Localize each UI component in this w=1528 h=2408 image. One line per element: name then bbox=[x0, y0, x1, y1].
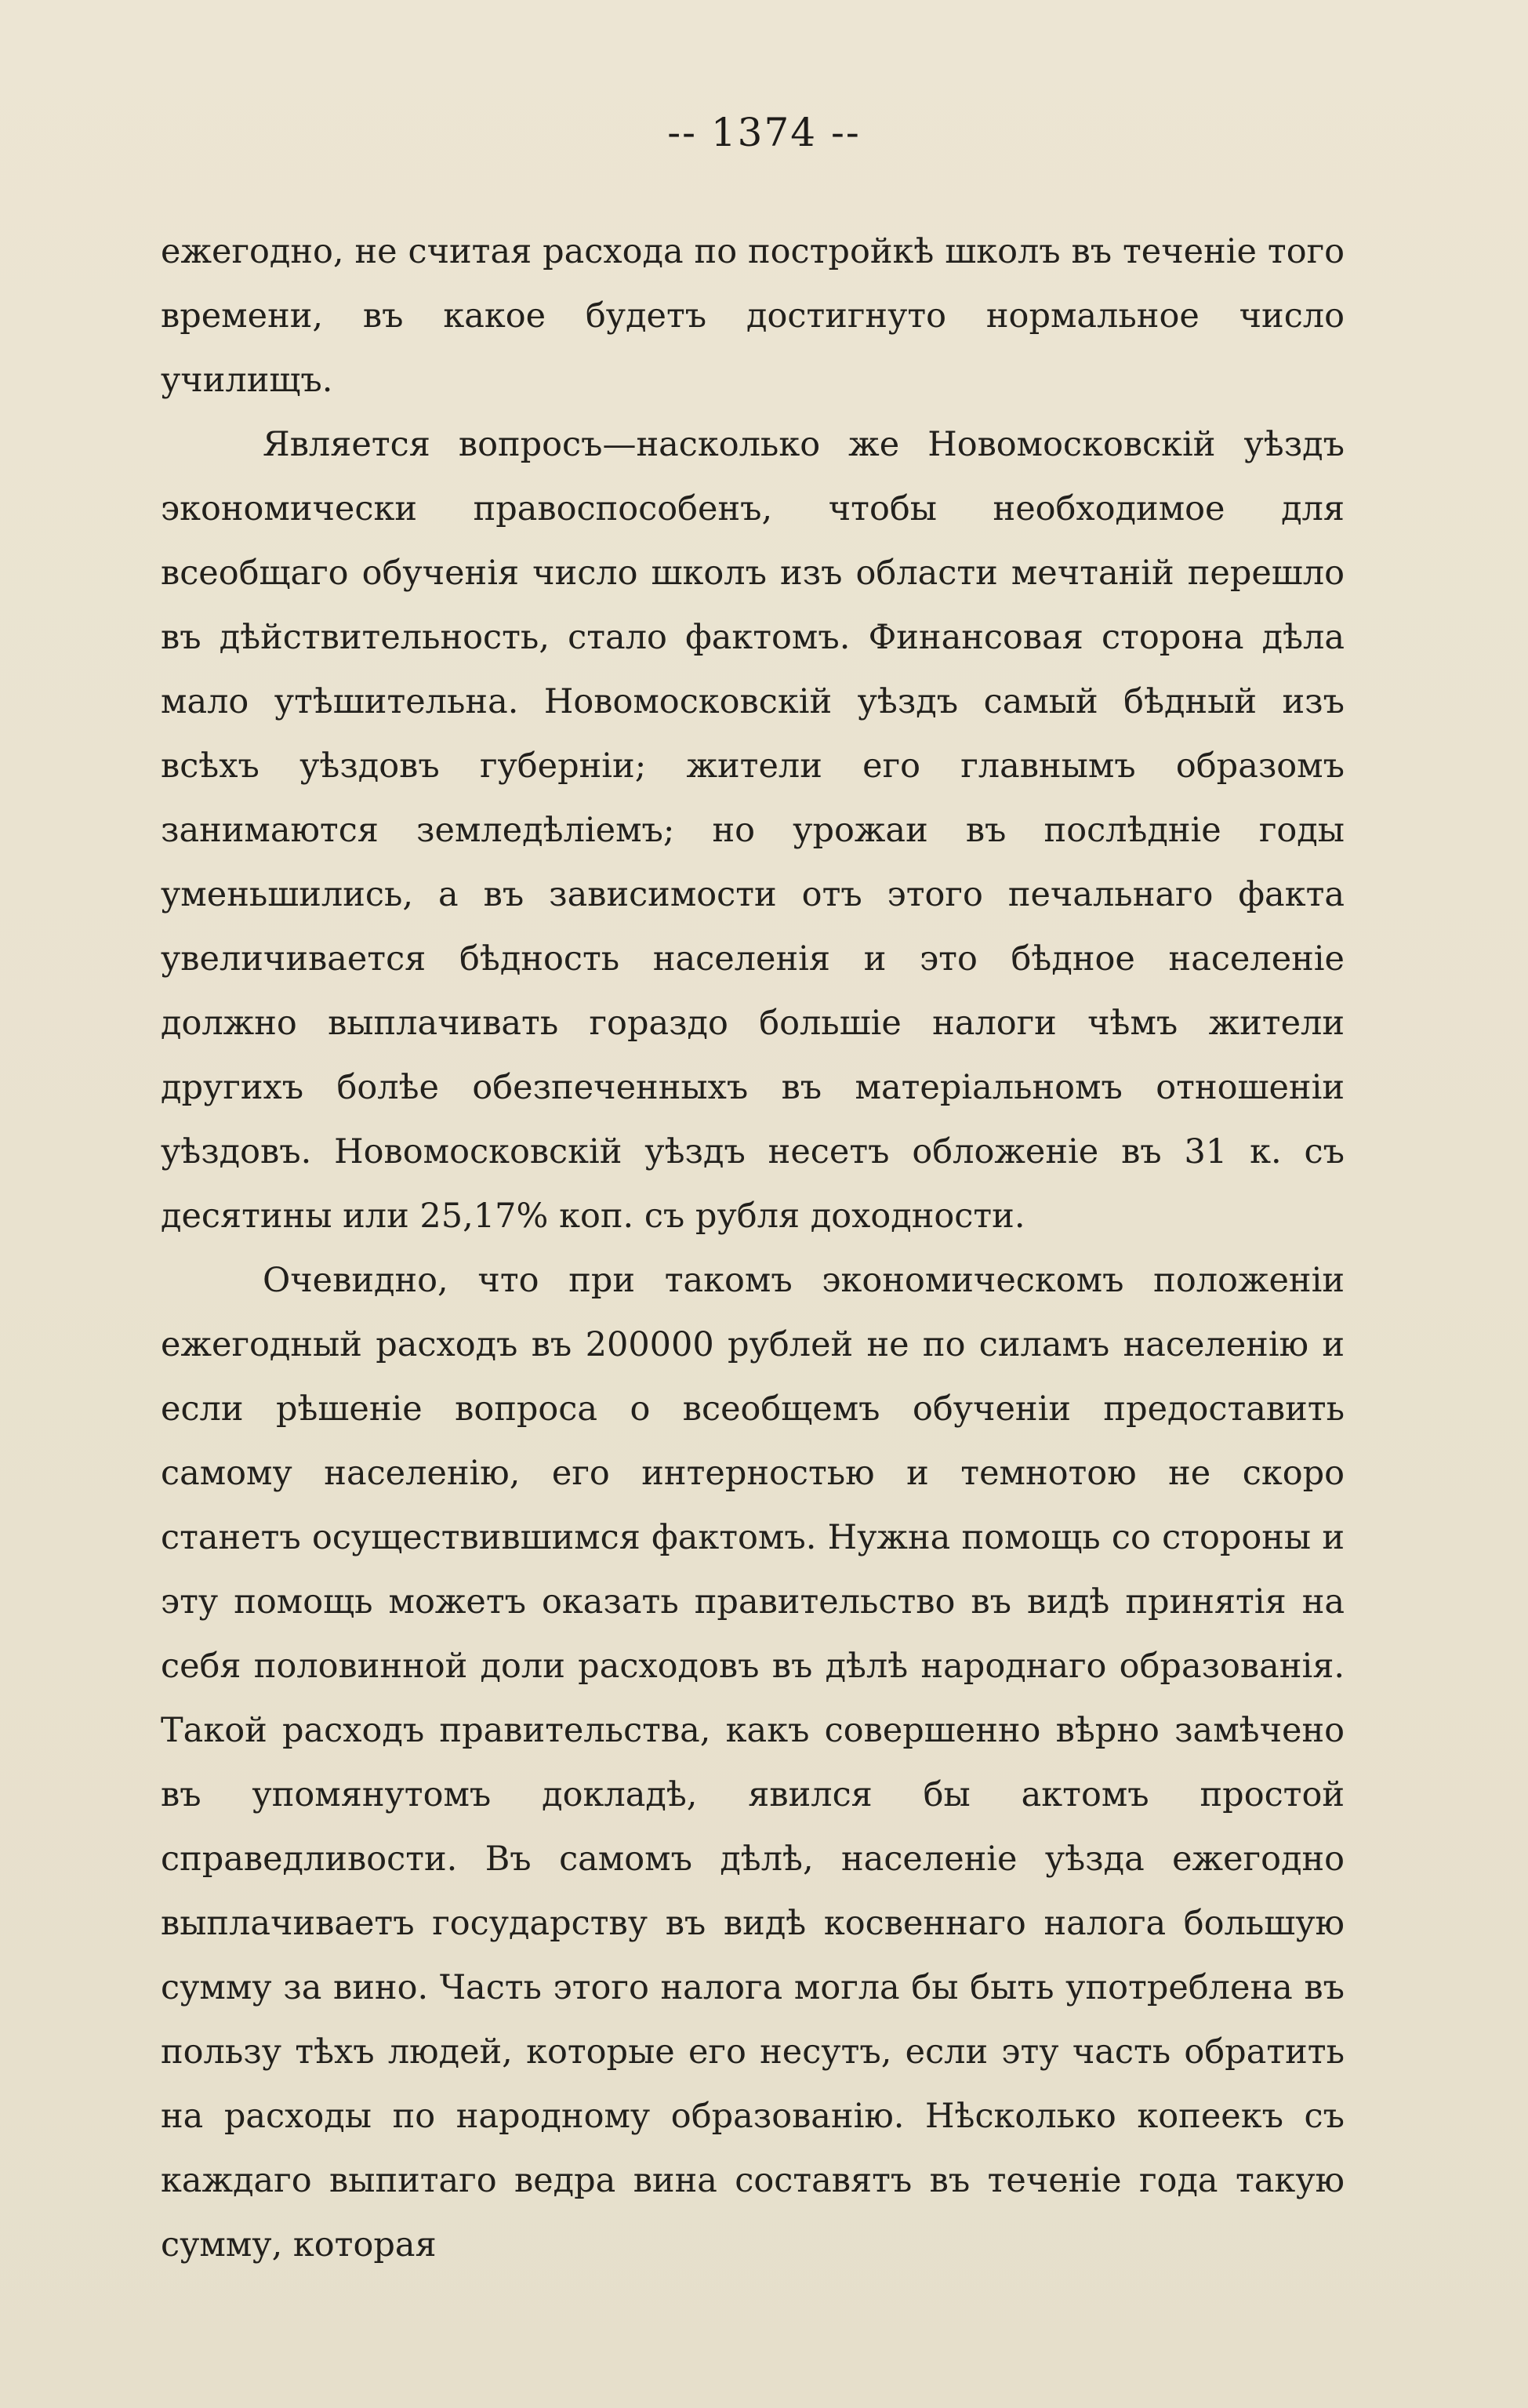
paragraph: Является вопросъ—насколько же Новомосковскій уѣздъ экономически правоспособенъ, чтобы необходимое для всеобщаго обученія число школъ изъ области мечтаній перешло въ дѣйствительность, стало фактомъ. Финансовая сторона дѣла мало утѣшительна. Новомосковскій уѣздъ самый бѣдный изъ всѣхъ уѣздовъ губерніи; жители его главнымъ образомъ занимаются земледѣліемъ; но урожаи въ послѣдніе годы уменьшились, а въ зависимости отъ этого печальнаго факта увеличивается бѣдность населенія и это бѣдное населеніе должно выплачивать гораздо большіе налоги чѣмъ жители другихъ болѣе обезпеченныхъ въ матеріальномъ отношеніи уѣздовъ. Новомосковскій уѣздъ несетъ обложеніе въ 31 к. съ десятины или 25,17% коп. съ рубля доходности. bbox=[161, 425, 1345, 1236]
body-text bbox=[161, 220, 1345, 2277]
page-number: -- 1374 -- bbox=[667, 110, 861, 155]
paragraph: Очевидно, что при такомъ экономическомъ положеніи ежегодный расходъ въ 200000 рублей не по силамъ населенію и если рѣшеніе вопроса о всеобщемъ обученіи предоставить самому населенію, его интерностью и темнотою не скоро станетъ осуществившимся фактомъ. Нужна помощь со стороны и эту помощь можетъ оказать правительство въ видѣ принятія на себя половинной доли расходовъ въ дѣлѣ народнаго образованія. Такой расходъ правительства, какъ совершенно вѣрно замѣчено въ упомянутомъ докладѣ, явился бы актомъ простой справедливости. Въ самомъ дѣлѣ, населеніе уѣзда ежегодно выплачиваетъ государству въ видѣ косвеннаго налога большую сумму за вино. Часть этого налога могла бы быть употреблена въ пользу тѣхъ людей, которые его несутъ, если эту часть обратить на расходы по народному образованію. Нѣсколько копеекъ съ каждаго выпитаго ведра вина составятъ въ теченіе года такую сумму, которая bbox=[161, 1261, 1345, 2265]
paragraph-continuation: ежегодно, не считая расхода по постройкѣ школъ въ теченіе того времени, въ какое будетъ достигнуто нормальное число училищъ. bbox=[161, 232, 1345, 400]
